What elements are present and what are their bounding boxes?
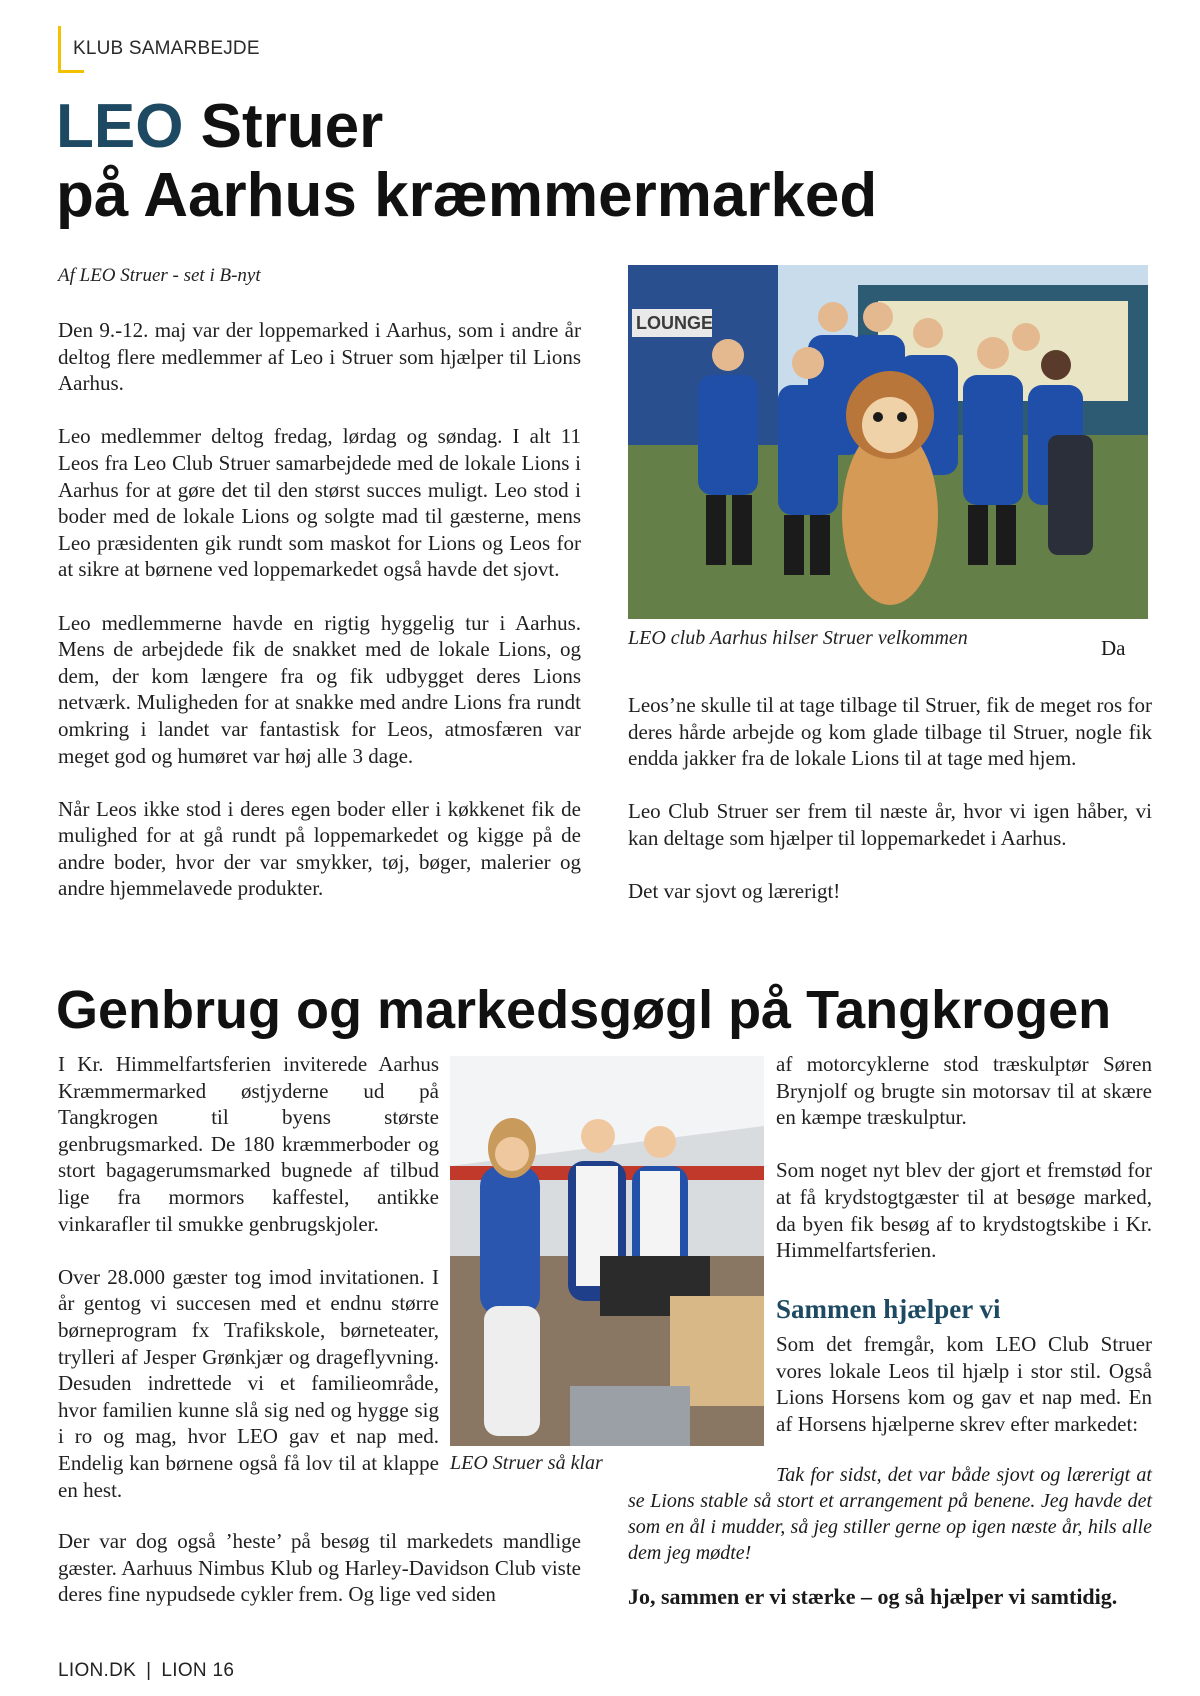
paragraph: Leos’ne skulle til at tage tilbage til Struer, fik de meget ros for deres hårde arbejde og kom glade tilbage til Struer, nogle fik endda jakker fra de lokale Lions til at tage med hjem.: [628, 693, 1152, 771]
footer: [58, 1660, 234, 1682]
article2-title: Genbrug og markedsgøgl på Tangkrogen: [56, 980, 1112, 1040]
footer-page: LION 16: [161, 1660, 235, 1681]
article2-right-column: [776, 1051, 1152, 1264]
title-highlight: LEO: [56, 92, 184, 161]
paragraph: I Kr. Himmelfartsferien inviterede Aarhus Kræmmermarked østjyderne ud på Tangkrogen til byens største genbrugsmarked. De 180 kræmmerboder og stort bagagerumsmarked bugnede af tilbud lige fra mormors kaffestel, antikke vinkarafler til smukke genbrugskjoler.: [58, 1052, 439, 1236]
kitchen-photo-illustration: [450, 1056, 764, 1446]
photo-leo-struer-kitchen: [450, 1056, 764, 1446]
paragraph: Som det fremgår, kom LEO Club Struer vores lokale Leos til hjælp i stor stil. Også Lions Horsens kom og gav et nap med. En af Horsens hjælperne skrev efter markedet:: [776, 1332, 1152, 1436]
article2-left-column: [58, 1051, 439, 1503]
paragraph: Der var dog også ’heste’ på besøg til markedets mandlige gæster. Aarhuus Nimbus Klub og Harley-Davidson Club viste deres fine nypudsede cykler frem. Og lige ved siden: [58, 1529, 581, 1607]
paragraph: Leo medlemmer deltog fredag, lørdag og søndag. I alt 11 Leos fra Leo Club Struer samarbejdede med de lokale Lions i Aarhus for at gøre det til den størst succes muligt. Leo stod i boder med de lokale Lions og solgte mad til gæsterne, mens Leo præsidenten gik rundt som maskot for Lions og Leos for at sikre at børnene ved loppemarkedet også havde det sjovt.: [58, 424, 581, 582]
title-line2: på Aarhus kræmmermarked: [56, 161, 878, 231]
paragraph: Når Leos ikke stod i deres egen boder eller i køkkenet fik de mulighed for at gå rundt på loppemarkedet og kigge på de andre boder, hvor der var smykker, tøj, bøger, malerier og andre hjemmelavede produkter.: [58, 796, 581, 901]
footer-site: LION.DK: [58, 1660, 137, 1681]
article1-left-column: [58, 317, 581, 902]
article2-bottom-paragraph: [58, 1528, 581, 1608]
closing-line: Jo, sammen er vi stærke – og så hjælper vi samtidig.: [628, 1584, 1118, 1609]
paragraph: Den 9.-12. maj var der loppemarked i Aarhus, som i andre år deltog flere medlemmer af Leo i Struer som hjælper til Lions Aarhus.: [58, 318, 581, 396]
section-tag: KLUB SAMARBEJDE: [58, 26, 260, 70]
quote: Tak for sidst, det var både sjovt og lærerigt at se Lions stable så stort et arrangement på benene. Jeg havde det som en ål i mudder, så jeg stiller gerne op igen næste år, hils alle dem jeg mødte!: [628, 1464, 1152, 1564]
footer-separator: |: [146, 1660, 152, 1681]
paragraph: Leo Club Struer ser frem til næste år, hvor vi igen håber, vi kan deltage som hjælper til loppemarkedet i Aarhus.: [628, 799, 1152, 850]
article1-right-column: [628, 692, 1152, 905]
group-photo-leo-aarhus: [628, 265, 1148, 619]
photo-caption: LEO club Aarhus hilser Struer velkommen: [628, 627, 968, 649]
byline: Af LEO Struer - set i B-nyt: [58, 265, 261, 286]
group-photo-illustration: [628, 265, 1148, 619]
paragraph: Over 28.000 gæster tog imod invitationen. I år gentog vi succesen med et endnu større børneprogram fx Trafikskole, børneteater, trylleri af Jesper Grønkjær og drageflyvning. Desuden indrettede vi et familieområde, hvor familien kunne slå sig ned og hygge sig i ro og mag, hvor LEO gav et nap med. Endelig kan børnene også få lov til at klappe en hest.: [58, 1264, 439, 1502]
paragraph: Som noget nyt blev der gjort et fremstød for at få krydstogtgæster til at besøge marked, da byen fik besøg af to krydstogtskibe i Kr. Himmelfartsferien.: [776, 1158, 1152, 1263]
paragraph: Det var sjovt og lærerigt!: [628, 879, 841, 904]
title-rest: Struer: [183, 92, 384, 161]
subheading: Sammen hjælper vi: [776, 1294, 1001, 1324]
lounge-sign-text: LOUNGE: [636, 313, 714, 333]
photo-caption: LEO Struer så klar: [450, 1452, 603, 1474]
continuation-word: Da: [1101, 636, 1126, 660]
paragraph: Leo medlemmerne havde en rigtig hyggelig tur i Aarhus. Mens de arbejdede fik de snakket med de lokale Lions, og dem, der kom længere fra og fik udbygget deres Lions netværk. Muligheden for at snakke med andre Lions fra rundt omkring i landet var fantastisk for Leos, atmosfæren var meget god og humøret var høj alle 3 dage.: [58, 610, 581, 768]
sammen-paragraph: [776, 1331, 1152, 1437]
paragraph: af motorcyklerne stod træskulptør Søren Brynjolf og brugte sin motorsav til at skære en kæmpe træskulptur.: [776, 1052, 1152, 1130]
article-title: [56, 92, 877, 231]
